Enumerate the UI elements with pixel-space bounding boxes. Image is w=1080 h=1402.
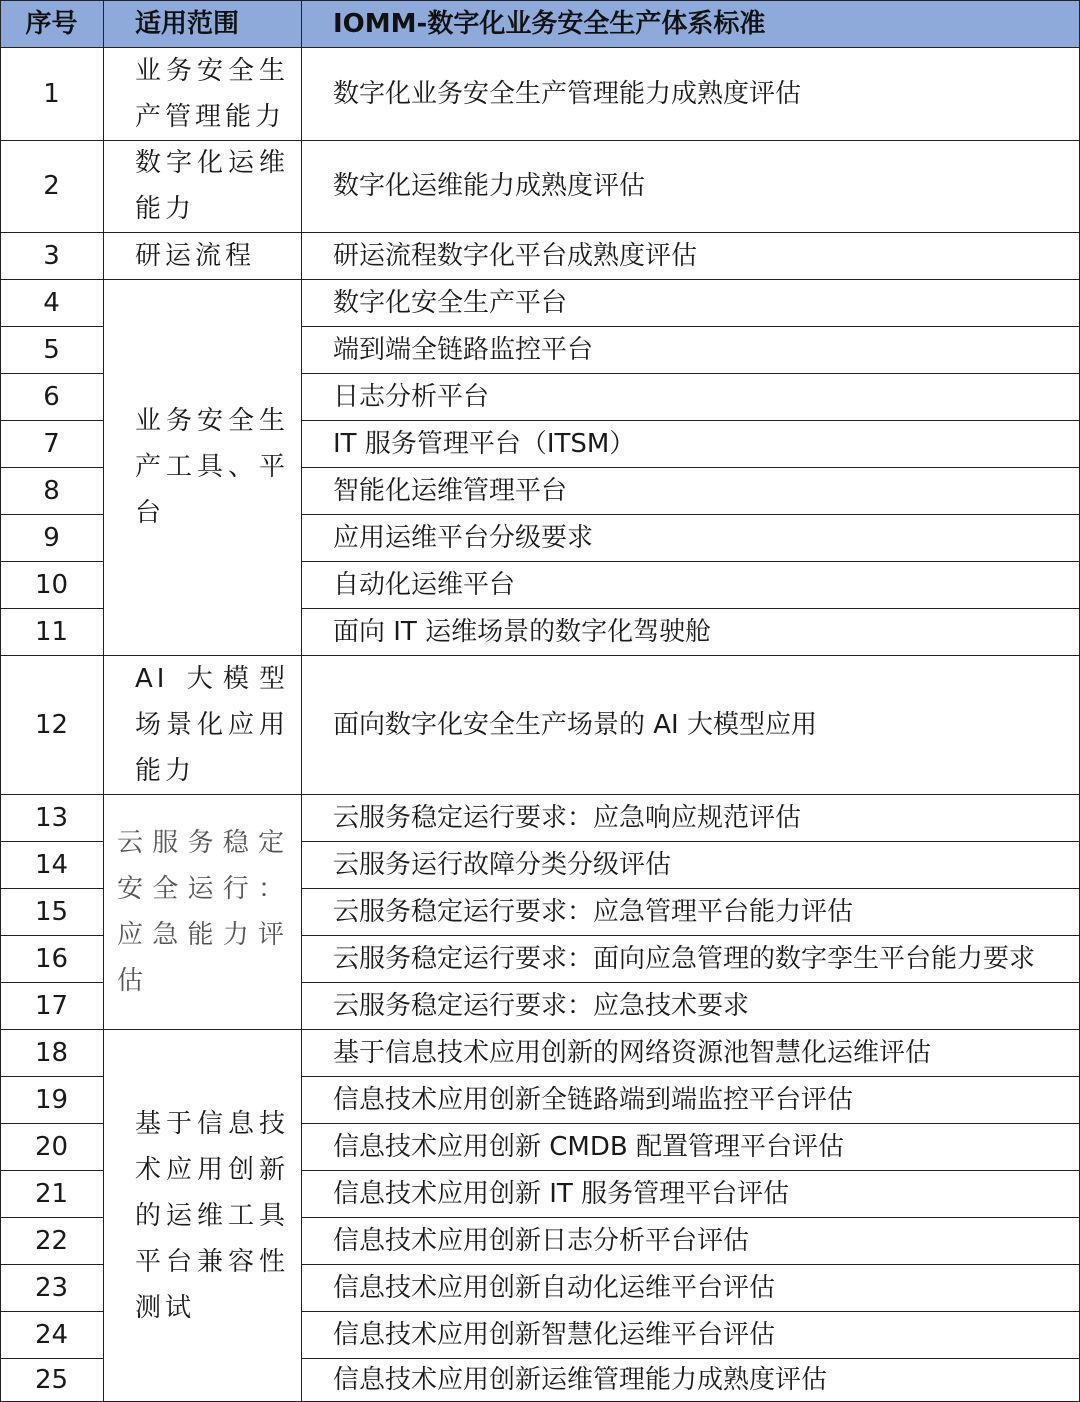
row-number bbox=[0, 841, 103, 888]
row-line-std bbox=[301, 1123, 1080, 1124]
row-standard bbox=[301, 514, 1080, 561]
row-number bbox=[0, 279, 103, 326]
row-line bbox=[0, 279, 1080, 280]
row-number bbox=[0, 1123, 103, 1170]
row-line-std bbox=[301, 982, 1080, 983]
row-line-std bbox=[301, 608, 1080, 609]
row-standard bbox=[301, 608, 1080, 655]
row-number bbox=[0, 608, 103, 655]
row-number bbox=[0, 1170, 103, 1217]
row-line-seq bbox=[0, 1311, 103, 1312]
row-standard-text: 自动化运维平台 bbox=[333, 569, 516, 600]
row-number-text: 20 bbox=[34, 1131, 69, 1162]
row-number bbox=[0, 1029, 103, 1076]
row-standard bbox=[301, 326, 1080, 373]
row-number-text: 7 bbox=[43, 428, 60, 459]
row-standard bbox=[301, 1029, 1080, 1076]
row-standard-text: 云服务稳定运行要求：应急响应规范评估 bbox=[333, 802, 802, 833]
row-standard bbox=[301, 655, 1080, 794]
row-number-text: 14 bbox=[34, 849, 69, 880]
row-line-seq bbox=[0, 561, 103, 562]
scope-cell bbox=[103, 794, 301, 1029]
row-standard bbox=[301, 279, 1080, 326]
row-standard bbox=[301, 232, 1080, 279]
row-standard bbox=[301, 794, 1080, 841]
row-line-seq bbox=[0, 326, 103, 327]
row-number bbox=[0, 1311, 103, 1358]
row-number bbox=[0, 888, 103, 935]
row-line-std bbox=[301, 1264, 1080, 1265]
row-line-std bbox=[301, 467, 1080, 468]
row-number bbox=[0, 232, 103, 279]
scope-cell-text: 基于信息技术应用创新的运维工具平台兼容性测试 bbox=[135, 1108, 289, 1323]
row-line-std bbox=[301, 1311, 1080, 1312]
row-line-std bbox=[301, 326, 1080, 327]
row-number bbox=[0, 561, 103, 608]
row-line-std bbox=[301, 1170, 1080, 1171]
row-number-text: 15 bbox=[34, 896, 69, 927]
row-standard bbox=[301, 561, 1080, 608]
row-number-text: 11 bbox=[34, 616, 69, 647]
row-number-text: 24 bbox=[34, 1319, 69, 1350]
row-number-text: 13 bbox=[34, 802, 69, 833]
row-standard bbox=[301, 982, 1080, 1029]
row-standard-text: 面向数字化安全生产场景的 AI 大模型应用 bbox=[333, 709, 817, 740]
row-number-text: 2 bbox=[43, 171, 60, 201]
row-standard-text: 日志分析平台 bbox=[333, 381, 490, 412]
row-standard-text: 数字化运维能力成熟度评估 bbox=[333, 171, 646, 201]
row-number bbox=[0, 373, 103, 420]
row-line-std bbox=[301, 841, 1080, 842]
row-standard bbox=[301, 1076, 1080, 1123]
row-number bbox=[0, 467, 103, 514]
row-line-seq bbox=[0, 841, 103, 842]
row-standard bbox=[301, 1217, 1080, 1264]
row-line bbox=[0, 140, 1080, 141]
row-line-std bbox=[301, 373, 1080, 374]
scope-cell-text: 研运流程 bbox=[135, 240, 256, 271]
row-standard-text: 信息技术应用创新全链路端到端监控平台评估 bbox=[333, 1084, 854, 1115]
row-standard-text: 信息技术应用创新 IT 服务管理平台评估 bbox=[333, 1178, 790, 1209]
row-line-seq bbox=[0, 888, 103, 889]
row-standard bbox=[301, 373, 1080, 420]
row-line-std bbox=[301, 935, 1080, 936]
row-standard-text: 信息技术应用创新 CMDB 配置管理平台评估 bbox=[333, 1131, 844, 1162]
row-number bbox=[0, 514, 103, 561]
row-number-text: 4 bbox=[43, 287, 60, 318]
header-seq bbox=[0, 0, 103, 47]
row-standard bbox=[301, 420, 1080, 467]
row-line bbox=[0, 794, 1080, 795]
row-standard-text: 数字化业务安全生产管理能力成熟度评估 bbox=[333, 78, 802, 109]
row-standard-text: 基于信息技术应用创新的网络资源池智慧化运维评估 bbox=[333, 1037, 932, 1068]
row-number bbox=[0, 794, 103, 841]
row-standard-text: 研运流程数字化平台成熟度评估 bbox=[333, 240, 698, 271]
row-standard-text: 云服务稳定运行要求：应急管理平台能力评估 bbox=[333, 896, 854, 927]
header-standard bbox=[301, 0, 1080, 47]
border-col-1 bbox=[103, 0, 104, 1402]
row-number-text: 25 bbox=[34, 1365, 69, 1395]
header-scope bbox=[103, 0, 301, 47]
row-line-seq bbox=[0, 514, 103, 515]
row-number bbox=[0, 982, 103, 1029]
row-line-seq bbox=[0, 1170, 103, 1171]
border-left bbox=[0, 0, 1, 1402]
scope-cell bbox=[103, 47, 301, 140]
scope-cell bbox=[103, 279, 301, 655]
row-line-seq bbox=[0, 1264, 103, 1265]
row-standard bbox=[301, 841, 1080, 888]
row-number-text: 16 bbox=[34, 943, 69, 974]
row-line-std bbox=[301, 561, 1080, 562]
row-number-text: 8 bbox=[43, 475, 60, 506]
row-line-seq bbox=[0, 1123, 103, 1124]
row-number bbox=[0, 420, 103, 467]
row-number bbox=[0, 1264, 103, 1311]
row-line-seq bbox=[0, 1217, 103, 1218]
row-number-text: 9 bbox=[43, 522, 60, 553]
row-number-text: 5 bbox=[43, 334, 60, 365]
border-top bbox=[0, 0, 1080, 1]
row-line-seq bbox=[0, 608, 103, 609]
row-line-std bbox=[301, 888, 1080, 889]
row-line-std bbox=[301, 514, 1080, 515]
row-standard-text: 云服务稳定运行要求：应急技术要求 bbox=[333, 990, 750, 1021]
border-col-2 bbox=[301, 0, 302, 1402]
row-line-seq bbox=[0, 982, 103, 983]
row-number bbox=[0, 326, 103, 373]
scope-cell-text: 数字化运维能力 bbox=[135, 148, 289, 224]
row-line-seq bbox=[0, 1358, 103, 1359]
scope-cell bbox=[103, 1029, 301, 1402]
row-standard bbox=[301, 1311, 1080, 1358]
row-number bbox=[0, 140, 103, 232]
row-line-seq bbox=[0, 373, 103, 374]
row-line-std bbox=[301, 1076, 1080, 1077]
row-number-text: 19 bbox=[34, 1084, 69, 1115]
scope-cell-text: 业务安全生产管理能力 bbox=[135, 55, 289, 132]
row-standard bbox=[301, 935, 1080, 982]
row-number-text: 1 bbox=[43, 78, 60, 109]
row-number-text: 12 bbox=[34, 709, 69, 740]
row-number bbox=[0, 935, 103, 982]
row-standard bbox=[301, 1123, 1080, 1170]
scope-cell-text: 云服务稳定安全运行：应急能力评估 bbox=[117, 827, 289, 996]
row-line-std bbox=[301, 1358, 1080, 1359]
row-line-seq bbox=[0, 1076, 103, 1077]
row-number-text: 21 bbox=[34, 1178, 69, 1209]
row-number bbox=[0, 47, 103, 140]
row-standard-text: 云服务运行故障分类分级评估 bbox=[333, 849, 672, 880]
row-standard bbox=[301, 1264, 1080, 1311]
row-standard-text: 端到端全链路监控平台 bbox=[333, 334, 594, 365]
row-number bbox=[0, 1358, 103, 1402]
row-standard bbox=[301, 888, 1080, 935]
scope-cell-text: 业务安全生产工具、平台 bbox=[135, 406, 289, 528]
row-standard-text: 面向 IT 运维场景的数字化驾驶舱 bbox=[333, 616, 712, 647]
row-standard-text: 信息技术应用创新运维管理能力成熟度评估 bbox=[333, 1365, 828, 1395]
header-standard-text: IOMM-数字化业务安全生产体系标准 bbox=[333, 8, 766, 39]
row-standard bbox=[301, 47, 1080, 140]
row-standard-text: 信息技术应用创新智慧化运维平台评估 bbox=[333, 1319, 776, 1350]
row-standard bbox=[301, 467, 1080, 514]
row-line-seq bbox=[0, 467, 103, 468]
row-standard-text: 信息技术应用创新日志分析平台评估 bbox=[333, 1225, 750, 1256]
row-standard-text: 信息技术应用创新自动化运维平台评估 bbox=[333, 1272, 776, 1303]
row-line bbox=[0, 232, 1080, 233]
border-header bbox=[0, 47, 1080, 48]
row-line-std bbox=[301, 420, 1080, 421]
row-standard-text: 云服务稳定运行要求：面向应急管理的数字孪生平台能力要求 bbox=[333, 943, 1036, 974]
row-number bbox=[0, 655, 103, 794]
header-seq-text: 序号 bbox=[25, 8, 78, 39]
row-line-seq bbox=[0, 420, 103, 421]
row-standard-text: IT 服务管理平台（ITSM） bbox=[333, 428, 636, 459]
row-line bbox=[0, 655, 1080, 656]
row-number-text: 17 bbox=[34, 990, 69, 1021]
scope-cell-text: AI 大模型场景化应用能力 bbox=[135, 663, 289, 786]
row-standard-text: 数字化安全生产平台 bbox=[333, 287, 568, 318]
row-number bbox=[0, 1076, 103, 1123]
scope-cell bbox=[103, 140, 301, 232]
row-number-text: 22 bbox=[34, 1225, 69, 1256]
row-standard bbox=[301, 1170, 1080, 1217]
row-number-text: 10 bbox=[34, 569, 69, 600]
row-standard-text: 应用运维平台分级要求 bbox=[333, 522, 594, 553]
row-standard bbox=[301, 1358, 1080, 1402]
row-line-seq bbox=[0, 935, 103, 936]
row-number-text: 6 bbox=[43, 381, 60, 412]
row-line bbox=[0, 1029, 1080, 1030]
header-scope-text: 适用范围 bbox=[135, 8, 240, 39]
row-number-text: 3 bbox=[43, 240, 60, 271]
scope-cell bbox=[103, 232, 301, 279]
scope-cell bbox=[103, 655, 301, 794]
row-number bbox=[0, 1217, 103, 1264]
row-standard bbox=[301, 140, 1080, 232]
row-standard-text: 智能化运维管理平台 bbox=[333, 475, 568, 506]
row-number-text: 18 bbox=[34, 1037, 69, 1068]
row-number-text: 23 bbox=[34, 1272, 69, 1303]
row-line-std bbox=[301, 1217, 1080, 1218]
